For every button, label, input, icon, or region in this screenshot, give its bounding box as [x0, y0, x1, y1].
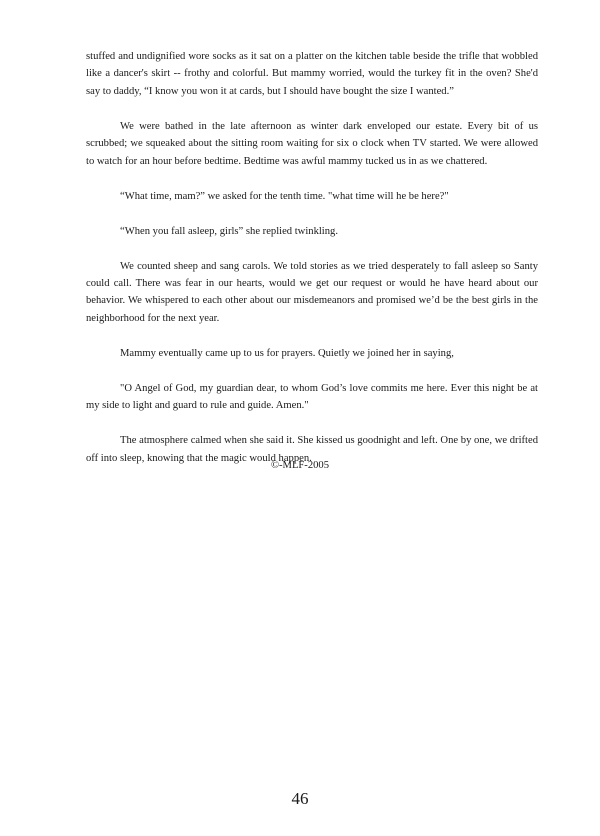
paragraph-bath: We were bathed in the late afternoon as winter dark enveloped our estate. Every bit of us scrubbed; we squeaked about the sitting room waiting for six o clock when TV started. We were allowed to watch for an hour before bedtime. Bedtime was awful mammy tucked us in as we chattered. — [86, 120, 538, 167]
paragraph-goodnight: The atmosphere calmed when she said it. She kissed us goodnight and left. One by one, we drifted off into sleep, knowing that the magic would happen. — [86, 435, 538, 464]
paragraph-angel-prayer: "O Angel of God, my guardian dear, to whom God’s love commits me here. Ever this night be at my side to light and guard to rule and guide. Amen." — [86, 382, 538, 412]
copyright-signature: ©-MLF-2005 — [270, 460, 330, 471]
paragraph-fall-asleep: “When you fall asleep, girls” she replied twinkling. — [120, 225, 338, 237]
paragraph-turkey: stuffed and undignified wore socks as it sat on a platter on the kitchen table beside the trifle that wobbled like a dancer's skirt -- frothy and colorful. But mammy worried, would the turkey fit in the oven? She'd say to daddy, “I know you won it at cards, but I should have bought the size I wanted.” — [86, 51, 538, 97]
paragraph-counted-sheep: We counted sheep and sang carols. We told stories as we tried desperately to fall asleep so Santy could call. There was fear in our hearts, would we get our request or would he have heard about our behavior. We whispered to each other about our misdemeanors and promised we’d be the best girls in the neighborhood for the next year. — [86, 260, 538, 324]
paragraph-prayers: Mammy eventually came up to us for prayers. Quietly we joined her in saying, — [120, 347, 454, 359]
page-body — [86, 48, 538, 467]
paragraph-what-time: “What time, mam?” we asked for the tenth time. "what time will he be here?" — [120, 190, 449, 202]
page-number: 46 — [291, 789, 309, 808]
